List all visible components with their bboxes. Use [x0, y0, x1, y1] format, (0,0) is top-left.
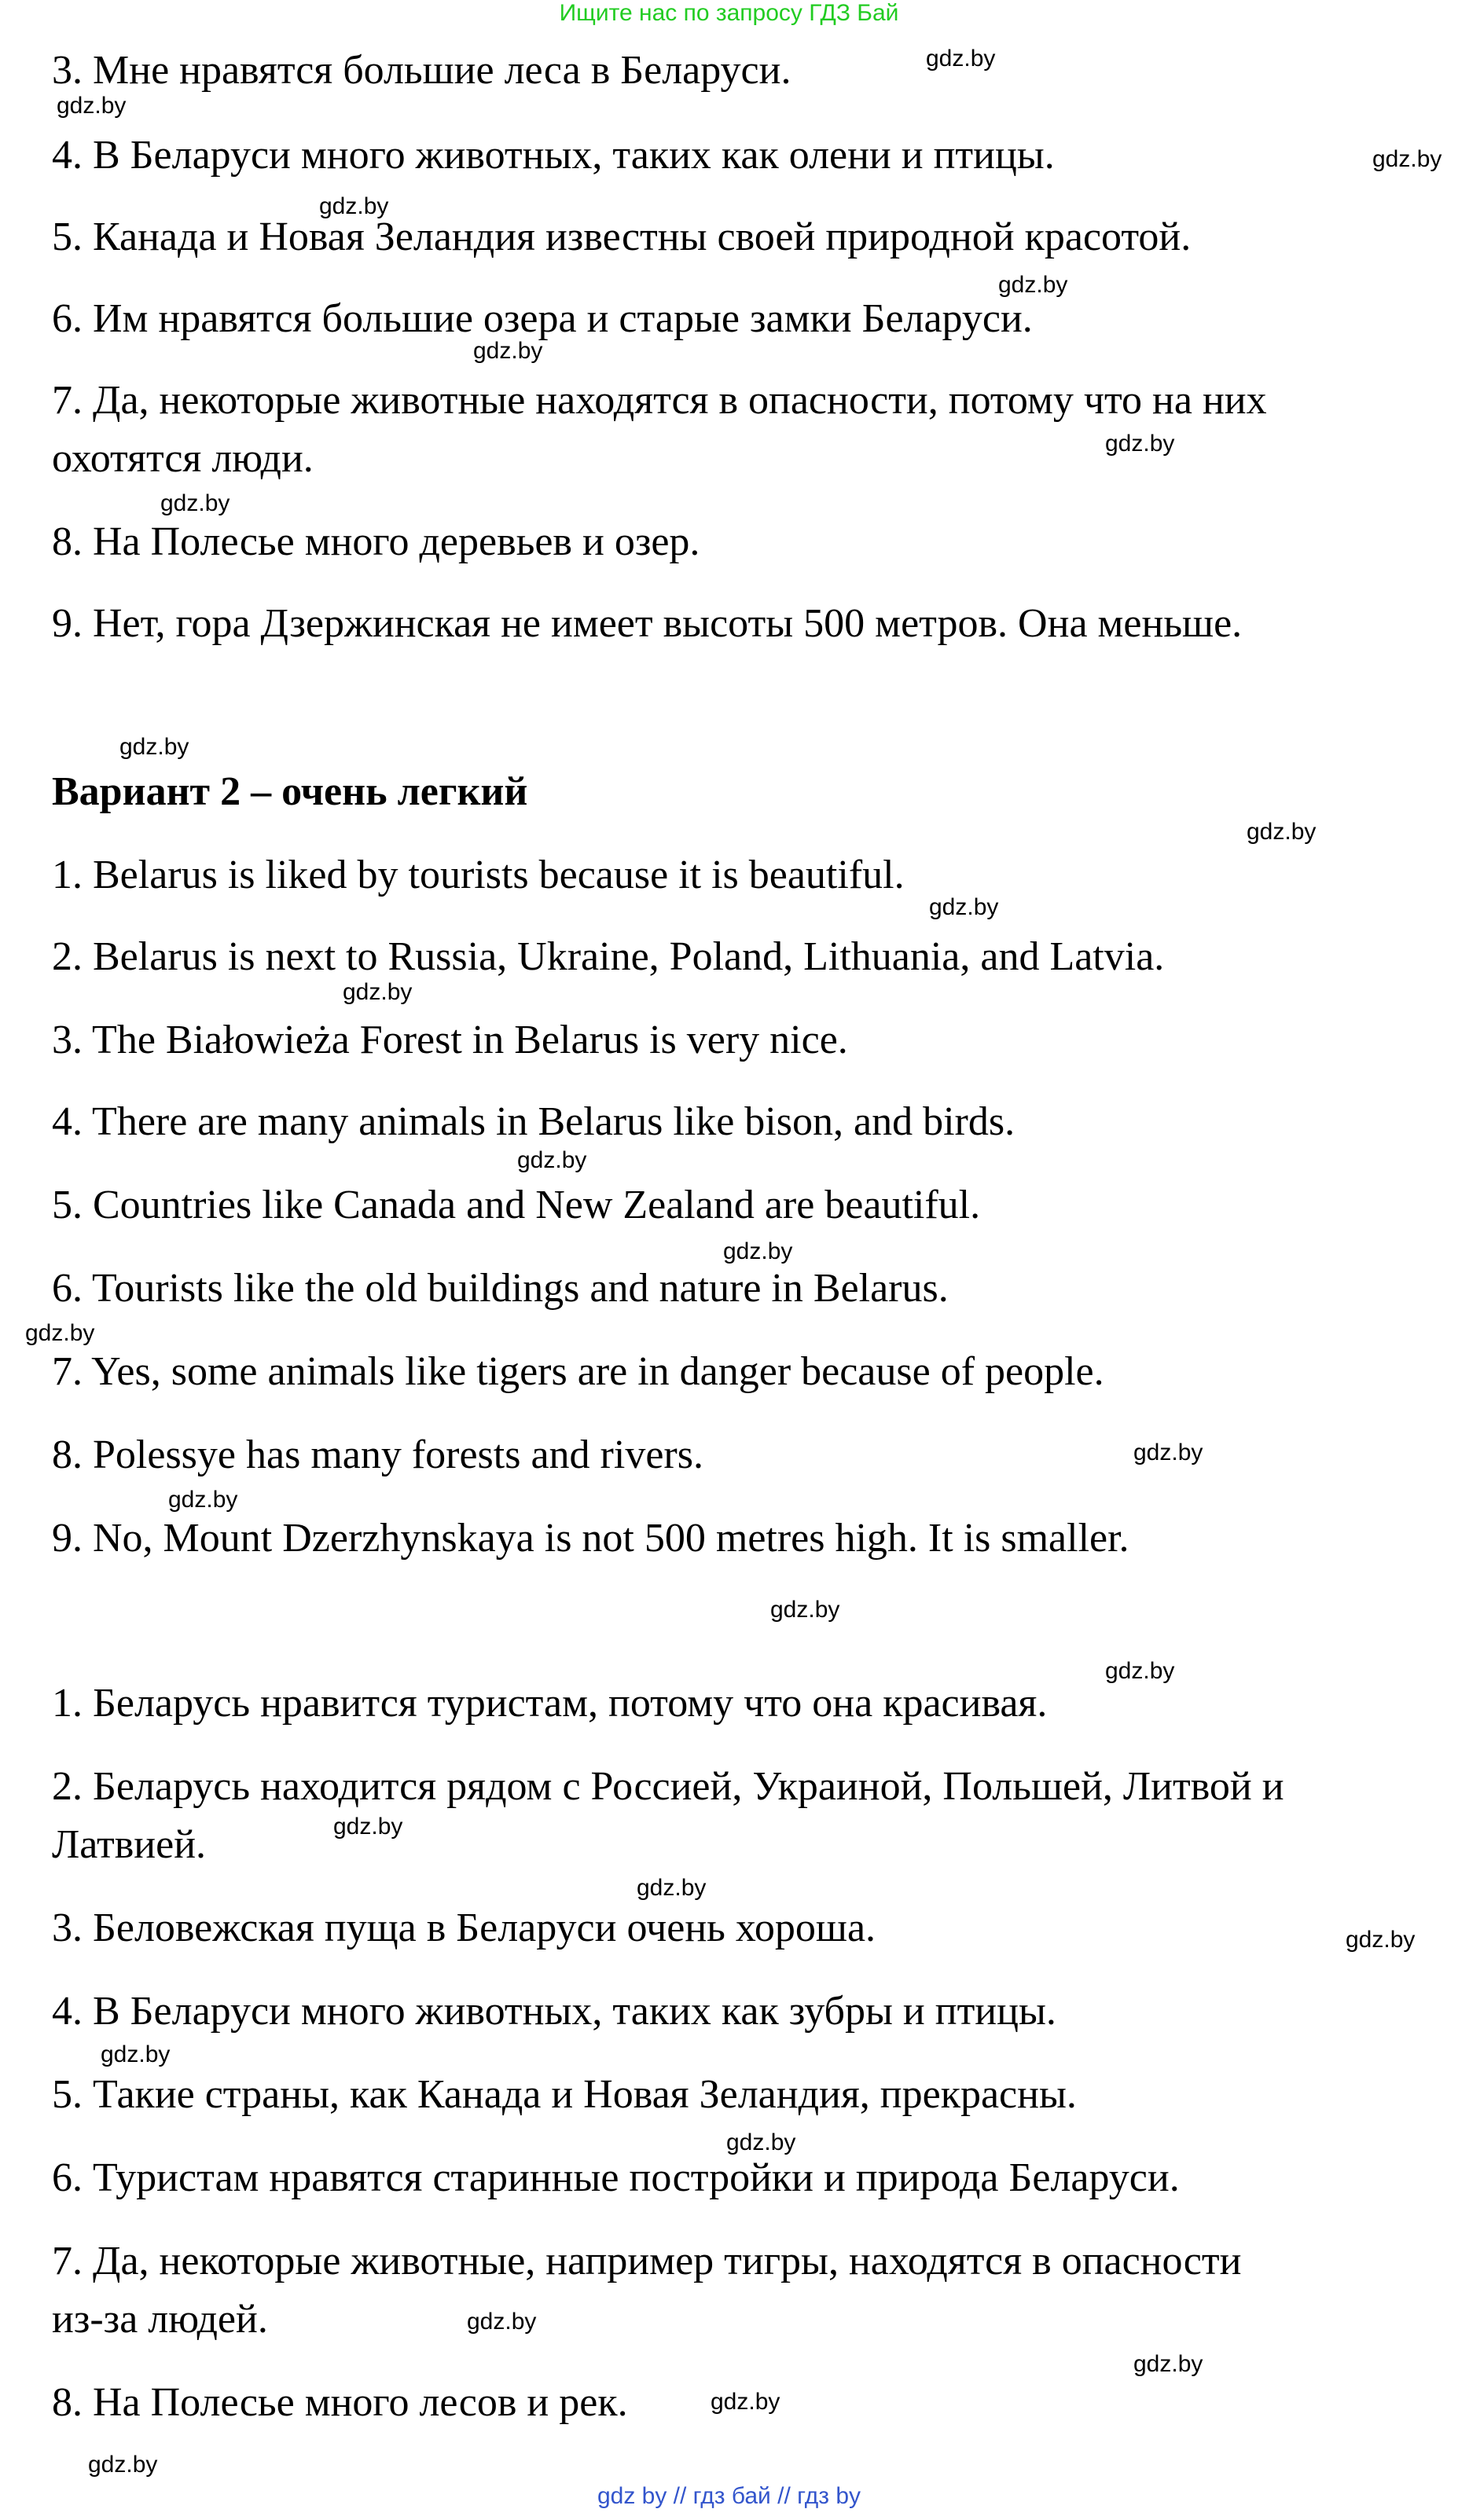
answer-line: 6. Им нравятся большие озера и старые замки Беларуси.: [52, 296, 1033, 341]
watermark: gdz.by: [119, 734, 189, 760]
answer-line: 3. Беловежская пуща в Беларуси очень хороша.: [52, 1906, 876, 1950]
watermark: gdz.by: [333, 1814, 403, 1840]
watermark: gdz.by: [998, 272, 1068, 298]
top-banner: Ищите нас по запросу ГДЗ Бай: [559, 0, 899, 26]
footer-links: gdz by // гдз бай // гдз by: [597, 2483, 861, 2509]
answer-line: 7. Да, некоторые животные, например тигры, находятся в опасности: [52, 2239, 1242, 2283]
answer-line: 1. Belarus is liked by tourists because it is beautiful.: [52, 853, 905, 897]
section-heading: Вариант 2 – очень легкий: [52, 769, 528, 814]
watermark: gdz.by: [926, 46, 996, 72]
answer-line: 7. Да, некоторые животные находятся в опасности, потому что на них: [52, 378, 1267, 423]
answer-line: 6. Туристам нравятся старинные постройки и природа Беларуси.: [52, 2155, 1180, 2200]
answer-line: 4. There are many animals in Belarus like bison, and birds.: [52, 1099, 1015, 1144]
answer-line: 9. Нет, гора Дзержинская не имеет высоты 500 метров. Она меньше.: [52, 601, 1243, 646]
watermark: gdz.by: [168, 1487, 238, 1513]
answer-line: 6. Tourists like the old buildings and nature in Belarus.: [52, 1266, 949, 1311]
watermark: gdz.by: [467, 2309, 537, 2335]
watermark: gdz.by: [726, 2129, 796, 2155]
answer-line: 2. Беларусь находится рядом с Россией, Украиной, Польшей, Литвой и: [52, 1764, 1284, 1809]
answer-line: Латвией.: [52, 1822, 207, 1867]
watermark: gdz.by: [517, 1147, 587, 1173]
answer-line: охотятся люди.: [52, 436, 314, 481]
watermark: gdz.by: [1105, 431, 1175, 457]
answer-line: 3. The Białowieża Forest in Belarus is very nice.: [52, 1018, 848, 1062]
answer-line: 8. На Полесье много деревьев и озер.: [52, 519, 700, 564]
watermark: gdz.by: [25, 1320, 95, 1346]
answer-line: 2. Belarus is next to Russia, Ukraine, Poland, Lithuania, and Latvia.: [52, 934, 1165, 979]
watermark: gdz.by: [929, 894, 999, 920]
answer-line: 3. Мне нравятся большие леса в Беларуси.: [52, 48, 791, 93]
answer-line: 9. No, Mount Dzerzhynskaya is not 500 metres high. It is smaller.: [52, 1516, 1129, 1561]
watermark: gdz.by: [57, 93, 127, 119]
answer-line: 5. Такие страны, как Канада и Новая Зеландия, прекрасны.: [52, 2072, 1077, 2117]
watermark: gdz.by: [637, 1875, 707, 1901]
answer-line: 4. В Беларуси много животных, таких как зубры и птицы.: [52, 1989, 1056, 2034]
watermark: gdz.by: [473, 338, 543, 364]
answer-line: 5. Countries like Canada and New Zealand are beautiful.: [52, 1183, 981, 1227]
answer-line: из-за людей.: [52, 2297, 268, 2342]
watermark: gdz.by: [1346, 1927, 1416, 1953]
watermark: gdz.by: [770, 1597, 840, 1623]
watermark: gdz.by: [160, 490, 230, 516]
watermark: gdz.by: [343, 979, 413, 1005]
watermark: gdz.by: [88, 2452, 158, 2478]
watermark: gdz.by: [1247, 819, 1317, 845]
watermark: gdz.by: [1105, 1658, 1175, 1684]
watermark: gdz.by: [723, 1238, 793, 1264]
watermark: gdz.by: [1133, 2351, 1203, 2377]
answer-line: 1. Беларусь нравится туристам, потому что она красивая.: [52, 1681, 1048, 1726]
watermark: gdz.by: [1372, 146, 1442, 172]
watermark: gdz.by: [319, 193, 389, 219]
answer-line: 8. Polessye has many forests and rivers.: [52, 1432, 703, 1477]
answer-line: 7. Yes, some animals like tigers are in danger because of people.: [52, 1349, 1104, 1394]
answer-line: 4. В Беларуси много животных, таких как олени и птицы.: [52, 133, 1055, 178]
answer-line: 8. На Полесье много лесов и рек.: [52, 2380, 628, 2425]
answer-line: 5. Канада и Новая Зеландия известны своей природной красотой.: [52, 215, 1192, 259]
watermark: gdz.by: [711, 2389, 780, 2415]
watermark: gdz.by: [101, 2041, 171, 2067]
watermark: gdz.by: [1133, 1440, 1203, 1465]
